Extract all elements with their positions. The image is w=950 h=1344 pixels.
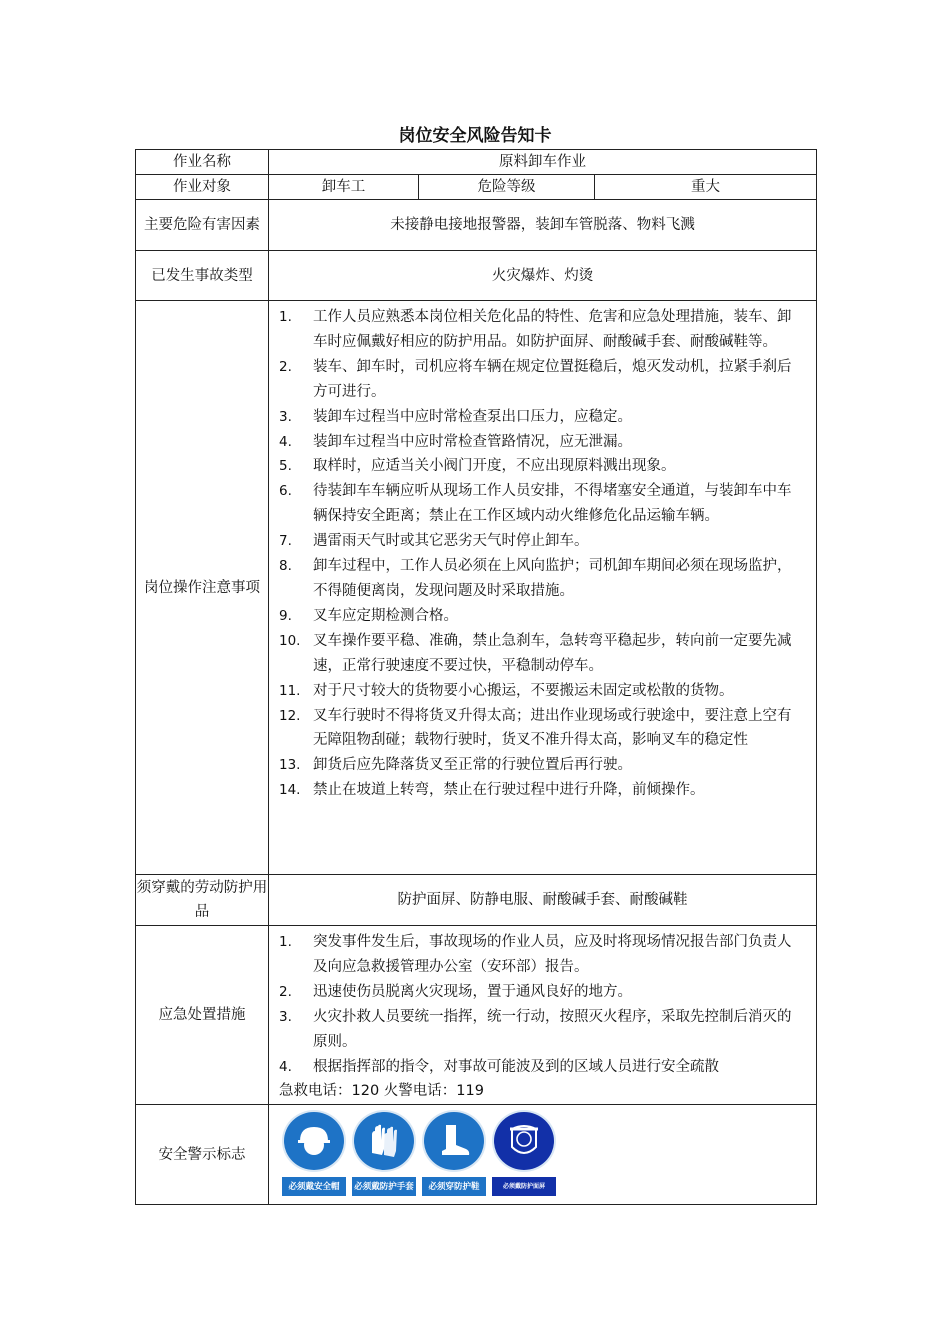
list-item-number: 2. <box>279 983 292 1000</box>
job-name-label: 作业名称 <box>136 150 269 175</box>
emergency-label: 应急处置措施 <box>136 926 269 1105</box>
list-item <box>279 930 802 980</box>
signs-cell <box>269 1105 817 1205</box>
list-item-text: 遇雷雨天气时或其它恶劣天气时停止卸车。 <box>313 533 589 550</box>
list-item-text: 叉车行驶时不得将货叉升得太高；进出作业现场或行驶途中，要注意上空有无障阻物刮碰；载物行驶时，货叉不准升得太高，影响叉车的稳定性 <box>313 707 792 749</box>
job-target-value: 卸车工 <box>269 175 419 200</box>
list-item-text: 待装卸车车辆应听从现场工作人员安排，不得堵塞安全通道，与装卸车中车辆保持安全距离；禁止在工作区域内动火维修危化品运输车辆。 <box>313 483 792 525</box>
list-item-text: 装车、卸车时，司机应将车辆在规定位置挺稳后，熄灭发动机，拉紧手刹后方可进行。 <box>313 358 792 400</box>
accidents-value: 火灾爆炸、灼烫 <box>269 251 817 301</box>
page-title: 岗位安全风险告知卡 <box>398 126 552 146</box>
list-item-number: 11. <box>279 682 301 699</box>
sign-face-shield <box>491 1109 557 1196</box>
list-item <box>279 604 802 629</box>
list-item-number: 12. <box>279 707 301 724</box>
list-item <box>279 355 802 405</box>
sign-gloves <box>351 1109 417 1196</box>
sign-gloves-caption: 必须戴防护手套 <box>352 1177 416 1196</box>
list-item <box>279 454 802 479</box>
precautions-cell <box>269 301 817 875</box>
sign-helmet-caption: 必须戴安全帽 <box>282 1177 346 1196</box>
list-item-number: 10. <box>279 632 301 649</box>
list-item <box>279 405 802 430</box>
row-hazards <box>136 200 817 251</box>
list-item-number: 8. <box>279 558 292 575</box>
list-item-text: 取样时，应适当关小阀门开度，不应出现原料溅出现象。 <box>313 458 676 475</box>
row-job-target <box>136 175 817 200</box>
risk-level-value: 重大 <box>595 175 817 200</box>
list-item-text: 叉车应定期检测合格。 <box>313 607 458 624</box>
list-item-number: 13. <box>279 757 301 774</box>
list-item-text: 装卸车过程当中应时常检查泵出口压力，应稳定。 <box>313 408 632 425</box>
list-item-text: 对于尺寸较大的货物要小心搬运，不要搬运未固定或松散的货物。 <box>313 682 734 699</box>
boot-icon <box>422 1110 486 1172</box>
list-item-number: 1. <box>279 934 292 950</box>
list-item <box>279 980 802 1005</box>
list-item <box>279 629 802 679</box>
face-shield-icon <box>492 1110 556 1172</box>
list-item-number: 5. <box>279 458 292 475</box>
emergency-list <box>269 926 816 1079</box>
safety-signs <box>269 1105 816 1204</box>
ppe-value: 防护面屏、防静电服、耐酸碱手套、耐酸碱鞋 <box>269 875 817 926</box>
list-item <box>279 1005 802 1055</box>
list-item <box>279 554 802 604</box>
list-item <box>279 529 802 554</box>
list-item-number: 3. <box>279 408 292 425</box>
precautions-label: 岗位操作注意事项 <box>136 301 269 875</box>
sign-boot-caption: 必须穿防护鞋 <box>422 1177 486 1196</box>
list-item-text: 根据指挥部的指令，对事故可能波及到的区域人员进行安全疏散 <box>313 1058 719 1075</box>
accidents-label: 已发生事故类型 <box>136 251 269 301</box>
list-item-text: 卸货后应先降落货叉至正常的行驶位置后再行驶。 <box>313 757 632 774</box>
gloves-icon <box>352 1110 416 1172</box>
list-item-text: 卸车过程中，工作人员必须在上风向监护；司机卸车期间必须在现场监护，不得随便离岗，发现问题及时采取措施。 <box>313 558 792 599</box>
risk-notice-table <box>135 149 817 1205</box>
list-item-number: 4. <box>279 1058 292 1075</box>
list-item-number: 2. <box>279 358 292 375</box>
row-accidents <box>136 251 817 301</box>
hazards-label: 主要危险有害因素 <box>136 200 269 251</box>
sign-boot <box>421 1109 487 1196</box>
job-name-value: 原料卸车作业 <box>269 150 817 175</box>
sign-face-shield-caption: 必须戴防护面屏 <box>492 1177 556 1196</box>
list-item <box>279 753 802 778</box>
list-item-number: 6. <box>279 483 292 500</box>
list-item-number: 3. <box>279 1008 292 1025</box>
list-item <box>279 430 802 455</box>
precautions-list <box>269 301 816 803</box>
sign-helmet <box>281 1109 347 1196</box>
list-item <box>279 1055 802 1080</box>
row-emergency <box>136 926 817 1105</box>
risk-level-label: 危险等级 <box>419 175 595 200</box>
list-item-text: 禁止在坡道上转弯，禁止在行驶过程中进行升降，前倾操作。 <box>313 782 705 799</box>
list-item <box>279 679 802 704</box>
list-item-text: 突发事件发生后，事故现场的作业人员，应及时将现场情况报告部门负责人及向应急救援管理办公室（安环部）报告。 <box>313 934 792 975</box>
emergency-phones: 急救电话：120 火警电话：119 <box>279 1083 484 1100</box>
helmet-icon <box>282 1110 346 1172</box>
list-item-number: 4. <box>279 433 292 450</box>
list-item-text: 叉车操作要平稳、准确，禁止急刹车，急转弯平稳起步，转向前一定要先减速，正常行驶速度不要过快，平稳制动停车。 <box>313 632 792 674</box>
row-precautions <box>136 301 817 875</box>
ppe-label: 须穿戴的劳动防护用品 <box>136 875 269 926</box>
list-item-text: 工作人员应熟悉本岗位相关危化品的特性、危害和应急处理措施，装车、卸车时应佩戴好相应的防护用品。如防护面屏、耐酸碱手套、耐酸碱鞋等。 <box>313 309 792 350</box>
list-item-number: 7. <box>279 533 292 550</box>
row-signs <box>136 1105 817 1205</box>
list-item-text: 装卸车过程当中应时常检查管路情况，应无泄漏。 <box>313 433 632 450</box>
list-item-number: 14. <box>279 782 301 799</box>
emergency-cell <box>269 926 817 1105</box>
list-item <box>279 704 802 754</box>
row-job-name <box>136 150 817 175</box>
signs-label: 安全警示标志 <box>136 1105 269 1205</box>
list-item <box>279 778 802 803</box>
job-target-label: 作业对象 <box>136 175 269 200</box>
list-item <box>279 305 802 355</box>
list-item-number: 1. <box>279 309 292 325</box>
hazards-value: 未接静电接地报警器，装卸车管脱落、物料飞溅 <box>269 200 817 251</box>
list-item-number: 9. <box>279 607 292 624</box>
row-ppe <box>136 875 817 926</box>
list-item-text: 迅速使伤员脱离火灾现场，置于通风良好的地方。 <box>313 983 632 1000</box>
list-item-text: 火灾扑救人员要统一指挥，统一行动，按照灭火程序，采取先控制后消灭的原则。 <box>313 1008 792 1050</box>
list-item <box>279 479 802 529</box>
